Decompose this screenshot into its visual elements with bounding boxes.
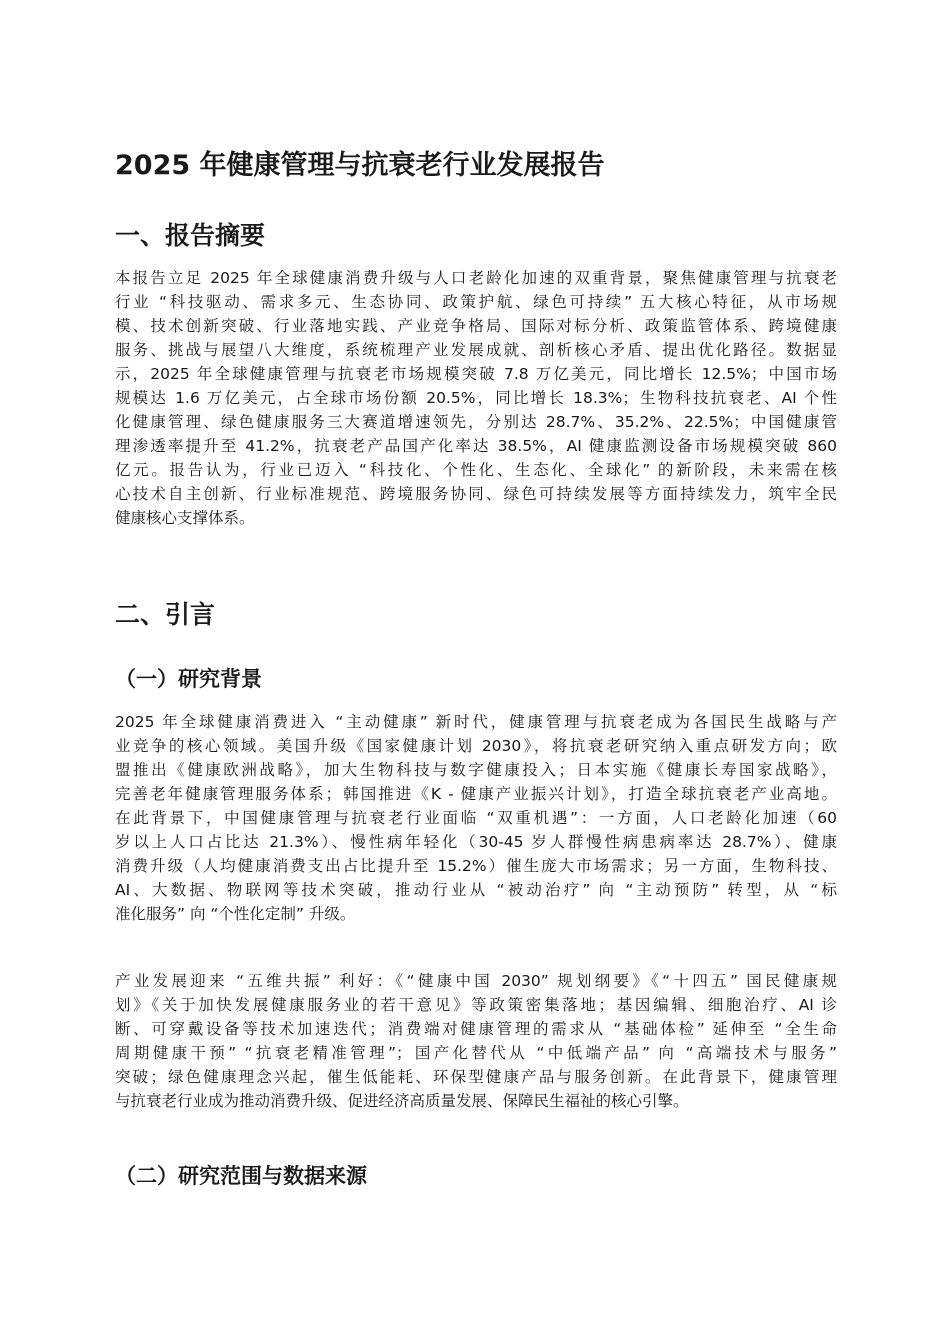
paragraph-line: 2025 年全球健康消费进入 “主动健康” 新时代，健康管理与抗衰老成为各国民生战略与产	[115, 713, 837, 731]
paragraph-line: AI、大数据、物联网等技术突破，推动行业从 “被动治疗” 向 “主动预防” 转型，从 “标	[115, 881, 837, 899]
background-paragraph-1	[115, 710, 837, 926]
paragraph-line: 示，2025 年全球健康管理与抗衰老市场规模突破 7.8 万亿美元，同比增长 12.5%；中国市场	[115, 365, 837, 383]
paragraph-line: 岁以上人口占比达 21.3%）、慢性病年轻化（30-45 岁人群慢性病患病率达 28.7%）、健康	[115, 833, 837, 851]
section-heading-summary: 一、报告摘要	[115, 221, 266, 250]
paragraph-line: 划》《关于加快发展健康服务业的若干意见》等政策密集落地；基因编辑、细胞治疗、AI 诊	[115, 996, 837, 1014]
section-heading-introduction: 二、引言	[115, 600, 216, 629]
paragraph-line: 服务、挑战与展望八大维度，系统梳理产业发展成就、剖析核心矛盾、提出优化路径。数据显	[115, 341, 837, 359]
background-paragraph-2	[115, 969, 837, 1113]
paragraph-line: 盟推出《健康欧洲战略》，加大生物科技与数字健康投入；日本实施《健康长寿国家战略》，	[115, 761, 837, 779]
paragraph-line: 模、技术创新突破、行业落地实践、产业竞争格局、国际对标分析、政策监管体系、跨境健康	[115, 317, 837, 335]
paragraph-line: 健康核心支撑体系。	[115, 509, 255, 527]
paragraph-line: 准化服务” 向 “个性化定制” 升级。	[115, 905, 356, 923]
paragraph-line: 断、可穿戴设备等技术加速迭代；消费端对健康管理的需求从 “基础体检” 延伸至 “全生命	[115, 1020, 837, 1038]
paragraph-line: 亿元。报告认为，行业已迈入 “科技化、个性化、生态化、全球化” 的新阶段，未来需在核	[115, 461, 837, 479]
paragraph-line: 完善老年健康管理服务体系；韩国推进《K - 健康产业振兴计划》，打造全球抗衰老产业高地。	[115, 785, 837, 803]
document-title: 2025 年健康管理与抗衰老行业发展报告	[115, 150, 605, 181]
subsection-heading-scope-and-sources: （二）研究范围与数据来源	[115, 1164, 367, 1188]
paragraph-line: 心技术自主创新、行业标准规范、跨境服务协同、绿色可持续发展等方面持续发力，筑牢全民	[115, 485, 837, 503]
paragraph-line: 化健康管理、绿色健康服务三大赛道增速领先，分别达 28.7%、35.2%、22.5%；中国健康管	[115, 413, 837, 431]
summary-paragraph	[115, 266, 837, 530]
paragraph-line: 周期健康干预” “抗衰老精准管理”；国产化替代从 “中低端产品” 向 “高端技术与服务”	[115, 1044, 837, 1062]
paragraph-line: 与抗衰老行业成为推动消费升级、促进经济高质量发展、保障民生福祉的核心引擎。	[115, 1092, 689, 1110]
paragraph-line: 理渗透率提升至 41.2%，抗衰老产品国产化率达 38.5%，AI 健康监测设备市场规模突破 860	[115, 437, 837, 455]
paragraph-line: 本报告立足 2025 年全球健康消费升级与人口老龄化加速的双重背景，聚焦健康管理与抗衰老	[115, 269, 837, 287]
paragraph-line: 在此背景下，中国健康管理与抗衰老行业面临 “双重机遇”：一方面，人口老龄化加速（60	[115, 809, 837, 827]
paragraph-line: 业竞争的核心领域。美国升级《国家健康计划 2030》，将抗衰老研究纳入重点研发方向；欧	[115, 737, 837, 755]
paragraph-line: 行业 “科技驱动、需求多元、生态协同、政策护航、绿色可持续” 五大核心特征，从市场规	[115, 293, 837, 311]
paragraph-line: 规模达 1.6 万亿美元，占全球市场份额 20.5%，同比增长 18.3%；生物科技抗衰老、AI 个性	[115, 389, 837, 407]
paragraph-line: 突破；绿色健康理念兴起，催生低能耗、环保型健康产品与服务创新。在此背景下，健康管理	[115, 1068, 837, 1086]
paragraph-line: 产业发展迎来 “五维共振” 利好：《“健康中国 2030” 规划纲要》《“十四五” 国民健康规	[115, 972, 837, 990]
paragraph-line: 消费升级（人均健康消费支出占比提升至 15.2%）催生庞大市场需求；另一方面，生物科技、	[115, 857, 837, 875]
subsection-heading-background: （一）研究背景	[115, 667, 262, 691]
